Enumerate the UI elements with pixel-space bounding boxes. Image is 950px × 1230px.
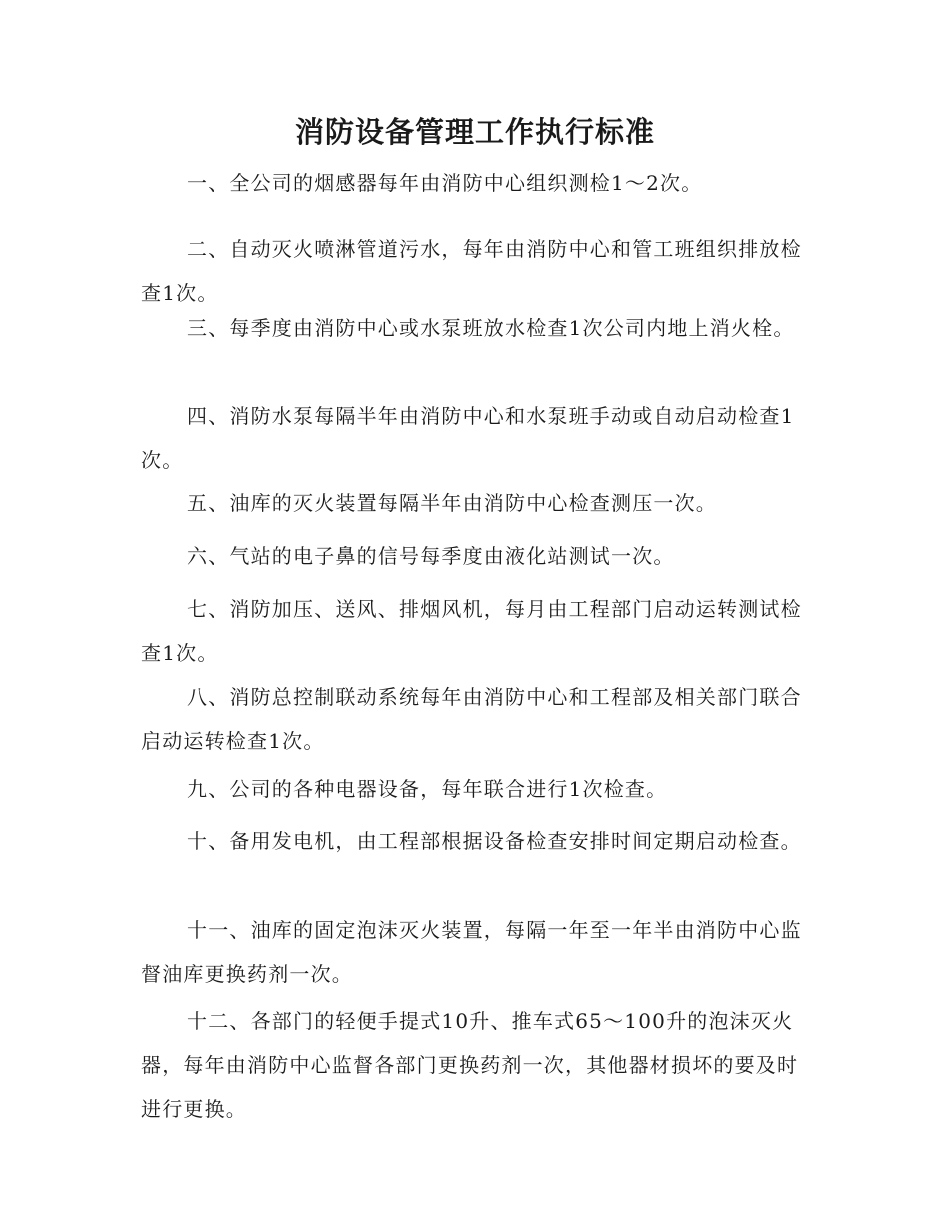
paragraph-10: 十、备用发电机，由工程部根据设备检查安排时间定期启动检查。 [187, 829, 802, 853]
paragraph-12: 十二、各部门的轻便手提式10升、推车式65～100升的泡沫灭火器，每年由消防中心监督各部门更换药剂一次，其他器材损坏的要及时进行更换。 [141, 1009, 799, 1121]
paragraph-7: 七、消防加压、送风、排烟风机，每月由工程部门启动运转测试检查1次。 [141, 597, 802, 665]
document-title: 消防设备管理工作执行标准 [294, 115, 655, 149]
paragraph-3: 三、每季度由消防中心或水泵班放水检查1次公司内地上消火栓。 [187, 316, 795, 340]
paragraph-9: 九、公司的各种电器设备，每年联合进行1次检查。 [187, 777, 668, 801]
paragraph-11: 十一、油库的固定泡沫灭火装置，每隔一年至一年半由消防中心监督油库更换药剂一次。 [141, 918, 802, 986]
paragraph-1: 一、全公司的烟感器每年由消防中心组织测检1～2次。 [187, 171, 703, 195]
paragraph-8: 八、消防总控制联动系统每年由消防中心和工程部及相关部门联合启动运转检查1次。 [141, 685, 802, 753]
paragraph-6: 六、气站的电子鼻的信号每季度由液化站测试一次。 [187, 544, 675, 568]
paragraph-5: 五、油库的灭火装置每隔半年由消防中心检查测压一次。 [187, 491, 717, 515]
paragraph-2: 二、自动灭火喷淋管道污水，每年由消防中心和管工班组织排放检查1次。 [141, 237, 802, 305]
paragraph-4: 四、消防水泵每隔半年由消防中心和水泵班手动或自动启动检查1次。 [141, 404, 795, 472]
